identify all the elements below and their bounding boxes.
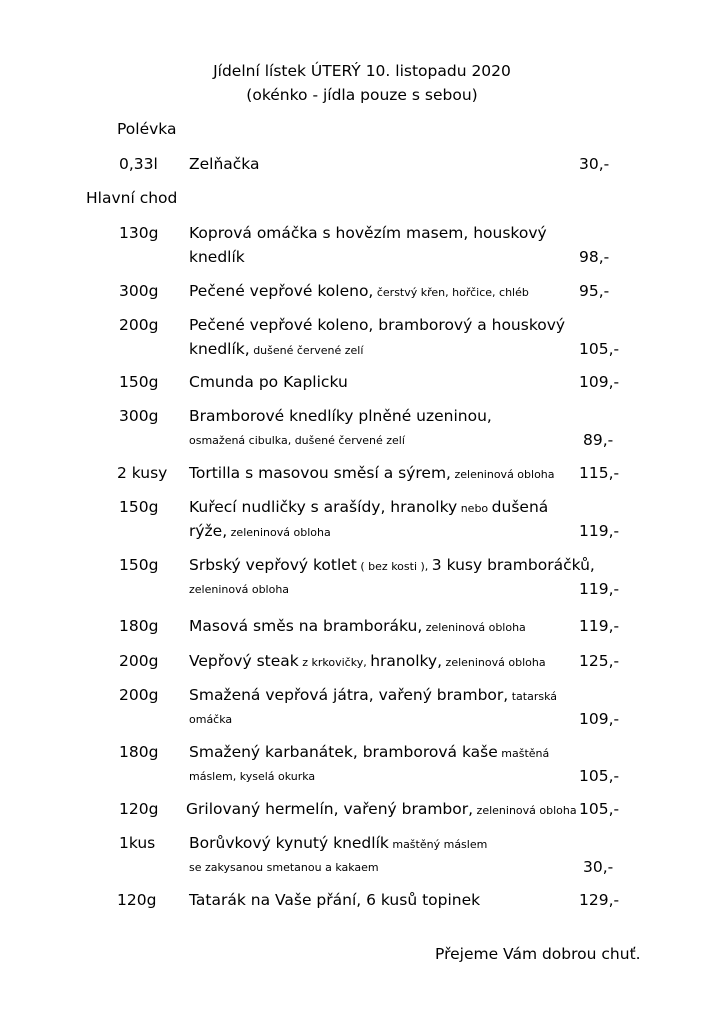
item-side-cont: omáčka — [189, 713, 233, 726]
item-weight: 180g — [119, 617, 159, 635]
item-price: 125,- — [579, 652, 620, 670]
item-weight: 1kus — [119, 834, 156, 852]
item-name: Bramborové knedlíky plněné uzeninou, — [189, 407, 492, 425]
item-dish: Smažená vepřová játra, vařený brambor, — [189, 686, 509, 704]
item-dish: Kuřecí nudličky s arašídy, hranolky — [189, 498, 458, 516]
item-side: osmažená cibulka, dušené červené zelí — [189, 434, 405, 447]
item-name: Koprová omáčka s hovězím masem, houskový — [189, 224, 547, 242]
item-side-cont: máslem, kyselá okurka — [189, 770, 316, 783]
item-dish: Srbský vepřový kotlet — [189, 556, 357, 574]
item-price: 30,- — [583, 858, 614, 876]
item-weight: 300g — [119, 282, 159, 300]
item-price: 105,- — [579, 767, 620, 785]
item-dish: Vepřový steak — [189, 652, 299, 670]
item-price: 105,- — [579, 800, 620, 818]
item-weight: 200g — [119, 316, 159, 334]
item-price: 119,- — [579, 617, 620, 635]
item-name — [189, 498, 548, 516]
item-dish: Masová směs na bramboráku, — [189, 617, 423, 635]
item-name — [189, 652, 546, 670]
item-side: tatarská — [508, 690, 557, 703]
item-name-cont: knedlík — [189, 248, 245, 266]
item-name-cont — [189, 340, 363, 358]
item-dish-cont: rýže, — [189, 522, 228, 540]
item-weight: 300g — [119, 407, 159, 425]
item-side: maštěná — [497, 747, 550, 760]
item-note: ( bez kosti ), — [356, 560, 432, 573]
item-weight: 130g — [119, 224, 159, 242]
item-name — [186, 800, 577, 818]
item-weight: 200g — [119, 686, 159, 704]
item-price: 119,- — [579, 580, 620, 598]
item-name — [189, 743, 549, 761]
item-dish: Grilovaný hermelín, vařený brambor, — [186, 800, 474, 818]
item-side: čerstvý křen, hořčice, chléb — [373, 286, 529, 299]
item-connector: nebo — [457, 502, 492, 515]
item-price: 105,- — [579, 340, 620, 358]
item-weight: 150g — [119, 556, 159, 574]
item-name: Pečené vepřové koleno, bramborový a houskový — [189, 316, 566, 334]
item-price: 119,- — [579, 522, 620, 540]
item-dish-alt: dušená — [491, 498, 549, 516]
item-price: 129,- — [579, 891, 620, 909]
item-name — [189, 834, 487, 852]
closing-greeting: Přejeme Vám dobrou chuť. — [435, 945, 641, 963]
item-dish: Pečené vepřové koleno, — [189, 282, 374, 300]
item-price: 98,- — [579, 248, 610, 266]
item-side-cont: se zakysanou smetanou a kakaem — [189, 861, 379, 874]
item-name — [189, 617, 526, 635]
item-name — [189, 686, 557, 704]
item-side: maštěný máslem — [388, 838, 488, 851]
menu-title: Jídelní lístek ÚTERÝ 10. listopadu 2020 — [213, 62, 511, 80]
item-dish: Borůvkový kynutý knedlík — [189, 834, 389, 852]
item-side: zeleninová obloha — [450, 468, 555, 481]
item-dish-cont: knedlík, — [189, 340, 250, 358]
item-weight: 180g — [119, 743, 159, 761]
item-side: zeleninová obloha — [442, 656, 546, 669]
item-weight: 0,33l — [119, 155, 158, 173]
item-name — [189, 556, 595, 574]
item-name — [189, 282, 529, 300]
item-dish: Tortilla s masovou směsí a sýrem, — [189, 464, 451, 482]
item-name — [189, 464, 555, 482]
item-price: 89,- — [583, 431, 614, 449]
item-weight: 200g — [119, 652, 159, 670]
item-price: 115,- — [579, 464, 620, 482]
item-side: zeleninová obloha — [473, 804, 577, 817]
item-name: Cmunda po Kaplicku — [189, 373, 348, 391]
item-name: Zelňačka — [189, 155, 260, 173]
item-side: zeleninová obloha — [227, 526, 331, 539]
item-side: zeleninová obloha — [189, 583, 290, 596]
item-side: zeleninová obloha — [422, 621, 526, 634]
item-side: dušené červené zelí — [249, 344, 364, 357]
item-price: 95,- — [579, 282, 610, 300]
item-dish-side: hranolky, — [370, 652, 443, 670]
item-weight: 2 kusy — [117, 464, 168, 482]
item-name: Tatarák na Vaše přání, 6 kusů topinek — [189, 891, 481, 909]
item-weight: 120g — [119, 800, 159, 818]
item-weight: 120g — [117, 891, 157, 909]
soup-heading: Polévka — [117, 120, 177, 138]
item-dish-side: 3 kusy bramboráčků, — [431, 556, 595, 574]
item-price: 109,- — [579, 710, 620, 728]
item-note: z krkovičky, — [298, 656, 371, 669]
item-price: 109,- — [579, 373, 620, 391]
item-weight: 150g — [119, 498, 159, 516]
item-price: 30,- — [579, 155, 610, 173]
main-course-heading: Hlavní chod — [86, 189, 178, 207]
item-name-cont — [189, 522, 331, 540]
item-dish: Smažený karbanátek, bramborová kaše — [189, 743, 498, 761]
menu-subtitle: (okénko - jídla pouze s sebou) — [246, 86, 478, 104]
item-weight: 150g — [119, 373, 159, 391]
